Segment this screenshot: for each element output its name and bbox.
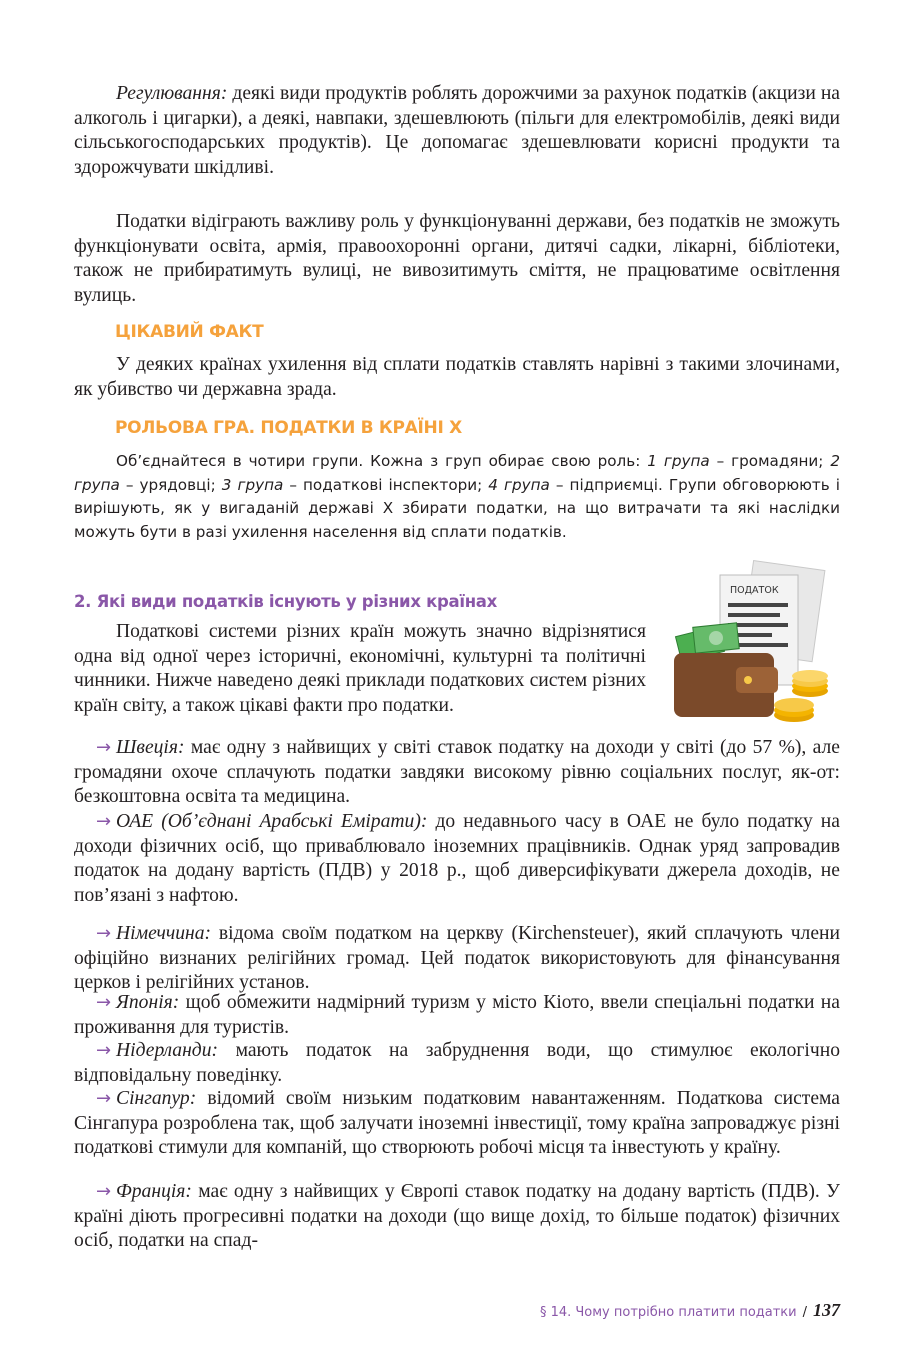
country-item-germany: → Німеччина: відома своїм податком на церкву (Kirchensteuer), який сплачують члени офіційно визнаних релігійних громад. Цей податок використовують для фінансування церков і релігійних установ.: [74, 923, 840, 993]
roleplay-heading: РОЛЬОВА ГРА. ПОДАТКИ В КРАЇНІ Х: [115, 418, 462, 438]
country-item-france: → Франція: має одну з найвищих у Європі ставок податку на додану вартість (ПДВ). У країні діють прогресивні податки на доходи (що вище дохід, то більше податок) фізичних осіб, податки на спад-: [74, 1181, 840, 1251]
fact-text: У деяких країнах ухилення від сплати податків ставлять нарівні з такими злочинами, як убивство чи державна зрада.: [74, 354, 840, 400]
country-item-sweden: → Швеція: має одну з найвищих у світі ставок податку на доходи у світі (до 57 %), але громадяни охоче сплачують податки завдяки високому рівню соціальних послуг, як-от: безкоштовна освіта та медицина.: [74, 737, 840, 807]
country-item-japan: → Японія: щоб обмежити надмірний туризм у місто Кіото, ввели спеціальні податки на проживання для туристів.: [74, 992, 840, 1038]
arrow-icon: →: [96, 1088, 112, 1109]
arrow-icon: →: [96, 1040, 112, 1061]
fact-heading: ЦІКАВИЙ ФАКТ: [115, 322, 264, 342]
arrow-icon: →: [96, 1181, 112, 1202]
footer-separator: /: [802, 1305, 807, 1320]
section-intro: Податкові системи різних країн можуть значно відрізнятися одна від одної через історичні, економічні, культурні та політичні чинники. Нижче наведено деякі приклади податкових систем різних країн світу, а також цікаві факти про податки.: [74, 621, 646, 716]
roleplay-text: Об’єднайтеся в чотири групи. Кожна з груп обирає свою роль: 1 група – громадяни; 2 група – урядовці; 3 група – податкові інспектори; 4 група – підприємці. Групи обговорюють і вирішують, як у вигаданій державі Х збирати податки, на що витрачати та які наслідки можуть бути в разі ухилення населення від сплати податків.: [74, 452, 840, 541]
section-heading: 2. Які види податків існують у різних країнах: [74, 592, 497, 611]
footer-section-title: § 14. Чому потрібно платити податки: [539, 1305, 797, 1320]
country-item-singapore: → Сінгапур: відомий своїм низьким податковим навантаженням. Податкова система Сінгапура розроблена так, щоб залучати іноземні інвестиції, тому країна запроваджує різні податкові стимули для компаній, що створюють робочі місця та інвестують у країну.: [74, 1088, 840, 1158]
tax-wallet-illustration: [672, 555, 842, 730]
arrow-icon: →: [96, 811, 112, 832]
paragraph-regulation: Регулювання: деякі види продуктів роблять дорожчими за рахунок податків (акцизи на алкоголь і цигарки), а деякі, навпаки, здешевлюють (пільги для електромобілів, деякі види сільськогосподарських продуктів). Це допомагає здешевлювати корисні продукти та здорожчувати шкідливі.: [74, 83, 840, 178]
wallet-icon: [674, 653, 778, 717]
country-item-uae: → ОАЕ (Об’єднані Арабські Емірати): до недавнього часу в ОАЕ не було податку на доходи фізичних осіб, що приваблювало іноземних працівників. Однак уряд запровадив податок на додану вартість (ПДВ) у 2018 р., щоб диверсифікувати джерела доходів, не пов’язані з нафтою.: [74, 811, 840, 906]
arrow-icon: →: [96, 923, 112, 944]
paragraph-taxes-role: Податки відіграють важливу роль у функціонуванні держави, без податків не зможуть функціонувати освіта, армія, правоохоронні органи, дитячі садки, лікарні, бібліотеки, також не прибиратимуть вулиці, не вивозитимуть сміття, не працюватиме освітлення вулиць.: [74, 211, 840, 306]
arrow-icon: →: [96, 737, 112, 758]
term-regulation: Регулювання:: [116, 83, 228, 104]
country-item-netherlands: → Нідерланди: мають податок на забруднення води, що стимулює екологічно відповідальну поведінку.: [74, 1040, 840, 1086]
tax-document-label: ПОДАТОК: [730, 585, 779, 596]
page-footer: [500, 1300, 840, 1321]
arrow-icon: →: [96, 992, 112, 1013]
page-number: 137: [813, 1300, 840, 1320]
